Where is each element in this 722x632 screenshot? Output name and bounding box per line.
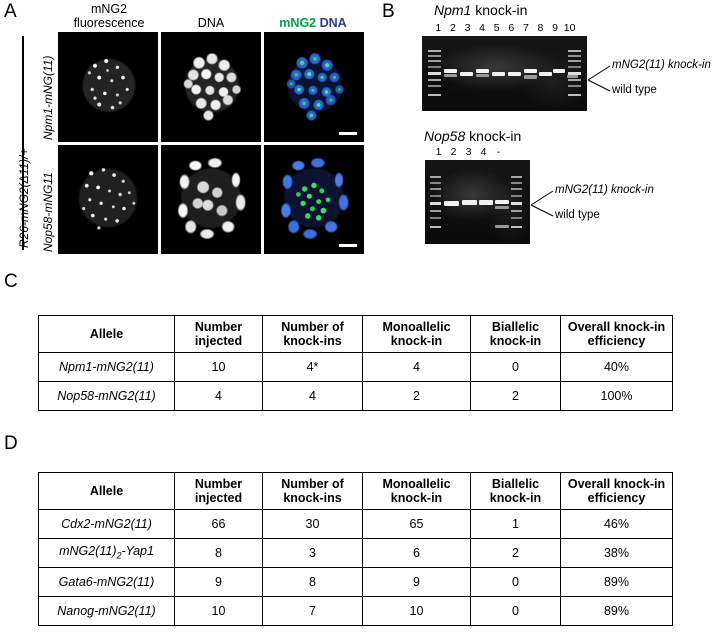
merged-header-mng2: mNG2 <box>279 16 317 30</box>
gel-title-gene: Npm1 <box>434 2 472 18</box>
cell-number-injected: 66 <box>175 510 263 539</box>
header-line: Number <box>194 320 243 334</box>
cell-monoallelic: 10 <box>363 597 471 626</box>
header-line: Allele <box>89 327 124 341</box>
gel-band <box>539 72 552 76</box>
embryo-blastocyst <box>275 153 353 243</box>
gel-band <box>479 200 493 205</box>
cell-allele: Nop58-mNG2(11) <box>39 382 175 411</box>
header-line: Allele <box>89 484 124 498</box>
gel-band <box>444 201 459 206</box>
cell-biallelic: 0 <box>471 568 561 597</box>
header-line: knock-in <box>390 334 443 348</box>
cell-biallelic: 0 <box>471 597 561 626</box>
gel-image-npm1 <box>422 36 587 111</box>
panel-label-b: B <box>382 1 395 22</box>
table-knockin-efficiency-c <box>38 315 673 411</box>
gel-band <box>524 69 537 73</box>
cell-biallelic: 1 <box>471 510 561 539</box>
header-line: knock-in <box>489 491 542 505</box>
gel-title-rest: knock-in <box>465 128 522 144</box>
panel-label-c: C <box>4 271 18 292</box>
gel-lane-label-5: 5 <box>493 22 500 34</box>
panel-a-column-headers <box>58 2 366 30</box>
gel-lane-label-6: 6 <box>508 22 515 34</box>
gel-annotation-wildtype-npm1: wild type <box>612 84 657 96</box>
gel-band <box>495 200 509 204</box>
scale-bar <box>339 244 357 247</box>
genotype-label: R26-mNG2(Δ11)/+ <box>17 148 31 248</box>
cell-number-injected: 9 <box>175 568 263 597</box>
header-line: knock-ins <box>283 491 342 505</box>
column-header-dna <box>160 2 262 30</box>
panel-label-d: D <box>4 433 18 454</box>
cell-number-injected: 8 <box>175 539 263 568</box>
table-body <box>39 510 673 626</box>
gel-band <box>476 74 489 77</box>
header-line: Monoallelic <box>382 320 451 334</box>
gel-lane-label-4: 4 <box>480 146 487 158</box>
gel-lane-numbers-npm1 <box>431 23 577 34</box>
header-line: injected <box>194 491 243 505</box>
micrograph-npm1-merged <box>264 32 364 142</box>
cell-allele: Cdx2-mNG2(11) <box>39 510 175 539</box>
gel-lane-label-8: 8 <box>537 22 544 34</box>
cell-allele: Gata6-mNG2(11) <box>39 568 175 597</box>
table-row <box>39 597 673 626</box>
cell-monoallelic: 9 <box>363 568 471 597</box>
table-knockin-efficiency-d <box>38 472 673 626</box>
header-line: Number of <box>281 320 344 334</box>
table-row <box>39 539 673 568</box>
gel-band <box>495 206 509 209</box>
table-column-header-4 <box>471 316 561 353</box>
gel-title-rest: knock-in <box>471 2 528 18</box>
gel-lane-label-7: 7 <box>522 22 529 34</box>
gel-lane-numbers-nop58 <box>431 147 506 158</box>
gel-title-npm1 <box>434 3 527 17</box>
cell-number-injected: 4 <box>175 382 263 411</box>
cell-efficiency: 100% <box>561 382 673 411</box>
header-line: Overall knock-in <box>567 320 666 334</box>
gel-band <box>495 225 509 228</box>
allele-subscript: 2 <box>116 550 122 561</box>
table-column-header-0 <box>39 473 175 510</box>
micrograph-nop58-mng2-fluorescence <box>58 145 158 255</box>
dna-ladder-left <box>430 176 441 234</box>
embryo-blastocyst <box>74 46 144 125</box>
micrograph-npm1-dna <box>161 32 261 142</box>
micrograph-nop58-merged <box>264 145 364 255</box>
dna-ladder-left <box>428 50 441 102</box>
gel-lane-label-9: 9 <box>552 22 558 34</box>
gel-band <box>444 69 457 73</box>
table-column-header-1 <box>175 473 263 510</box>
embryo-blastocyst <box>279 45 351 126</box>
header-line: Biallelic <box>491 477 540 491</box>
cell-number-knockins: 8 <box>263 568 363 597</box>
embryo-blastocyst <box>172 153 250 243</box>
gel-band <box>462 200 477 205</box>
header-line: Number of <box>281 477 344 491</box>
table-header-row <box>39 473 673 510</box>
table-row <box>39 510 673 539</box>
gel-annotation-wildtype-nop58: wild type <box>555 209 600 221</box>
gel-lane-label-3: 3 <box>464 22 471 34</box>
table-column-header-0 <box>39 316 175 353</box>
gel-lane-label-2: 2 <box>449 22 456 34</box>
embryo-blastocyst <box>70 154 146 242</box>
header-line: Overall knock-in <box>567 477 666 491</box>
header-line: Monoallelic <box>382 477 451 491</box>
table-column-header-3 <box>363 316 471 353</box>
header-line: Number <box>194 477 243 491</box>
embryo-blastocyst <box>176 45 248 126</box>
cell-monoallelic: 65 <box>363 510 471 539</box>
gel-band <box>567 75 578 78</box>
cell-allele: Npm1-mNG2(11) <box>39 353 175 382</box>
gel-annotation-knockin-npm1: mNG2(11) knock-in <box>612 59 711 71</box>
micrograph-npm1-mng2-fluorescence <box>58 32 158 142</box>
cell-number-knockins: 3 <box>263 539 363 568</box>
table-column-header-5 <box>561 316 673 353</box>
table-column-header-2 <box>263 316 363 353</box>
gel-title-gene: Nop58 <box>424 128 466 144</box>
column-header-dna-label: DNA <box>197 16 225 30</box>
header-line: knock-in <box>390 491 443 505</box>
column-header-mng2-fluorescence <box>58 2 160 30</box>
cell-biallelic: 2 <box>471 382 561 411</box>
table-column-header-4 <box>471 473 561 510</box>
gel-lane-label-5: - <box>496 146 501 158</box>
header-line: injected <box>194 334 243 348</box>
cell-monoallelic: 4 <box>363 353 471 382</box>
micrograph-nop58-dna <box>161 145 261 255</box>
header-line: knock-ins <box>283 334 342 348</box>
gel-band <box>460 72 473 76</box>
cell-number-injected: 10 <box>175 353 263 382</box>
table-header-row <box>39 316 673 353</box>
gel-lane-label-1: 1 <box>435 146 442 158</box>
cell-allele: $mNG2(11)_2-Yap1$ <box>39 539 175 568</box>
table-row <box>39 382 673 411</box>
row-label-nop58: Nop58-mNG11 <box>41 172 55 252</box>
gel-title-nop58 <box>424 129 521 143</box>
gel-annotation-knockin-nop58: mNG2(11) knock-in <box>555 184 654 196</box>
microscopy-image-grid <box>58 32 364 254</box>
gel-lane-label-3: 3 <box>465 146 472 158</box>
cell-efficiency: 89% <box>561 568 673 597</box>
cell-biallelic: 0 <box>471 353 561 382</box>
header-line: efficiency <box>587 491 646 505</box>
dna-ladder-right <box>511 176 522 234</box>
gel-lane-label-4: 4 <box>479 22 485 34</box>
gel-band <box>444 74 457 77</box>
table-row <box>39 353 673 382</box>
gel-lane-label-1: 1 <box>435 22 442 34</box>
cell-number-knockins: 30 <box>263 510 363 539</box>
column-header-line1: mNG2 <box>90 2 128 16</box>
gel-image-nop58 <box>425 160 530 244</box>
row-label-npm1: Npm1-mNG(11) <box>41 55 55 140</box>
cell-number-injected: 10 <box>175 597 263 626</box>
table-body <box>39 353 673 411</box>
cell-efficiency: 38% <box>561 539 673 568</box>
table-column-header-1 <box>175 316 263 353</box>
cell-number-knockins: 4 <box>263 382 363 411</box>
cell-efficiency: 46% <box>561 510 673 539</box>
cell-monoallelic: 2 <box>363 382 471 411</box>
gel-band <box>524 75 537 79</box>
gel-band <box>553 69 565 73</box>
table-column-header-3 <box>363 473 471 510</box>
header-line: Biallelic <box>491 320 540 334</box>
gel-lane-label-10: 10 <box>563 22 576 34</box>
merged-header-dna: DNA <box>319 16 347 30</box>
cell-biallelic: 2 <box>471 539 561 568</box>
cell-efficiency: 40% <box>561 353 673 382</box>
gel-band <box>508 72 521 76</box>
table-row <box>39 568 673 597</box>
cell-number-knockins: 7 <box>263 597 363 626</box>
cell-allele: Nanog-mNG2(11) <box>39 597 175 626</box>
gel-band <box>476 69 489 73</box>
panel-label-a: A <box>4 1 17 22</box>
cell-number-knockins: 4* <box>263 353 363 382</box>
header-line: knock-in <box>489 334 542 348</box>
gel-band <box>492 72 505 76</box>
cell-efficiency: 89% <box>561 597 673 626</box>
gel-lane-label-2: 2 <box>450 146 457 158</box>
scale-bar <box>339 132 357 135</box>
table-column-header-5 <box>561 473 673 510</box>
table-column-header-2 <box>263 473 363 510</box>
column-header-line2: fluorescence <box>73 16 145 30</box>
cell-monoallelic: 6 <box>363 539 471 568</box>
column-header-merged <box>262 2 364 30</box>
header-line: efficiency <box>587 334 646 348</box>
